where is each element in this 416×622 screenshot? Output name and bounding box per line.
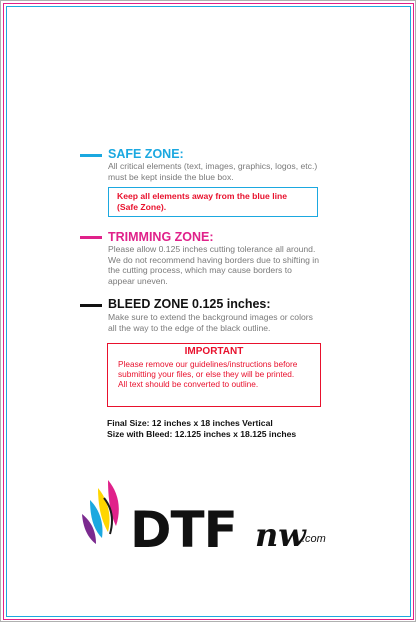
- trimming-zone-line: We do not recommend having borders due to shifting in: [108, 254, 319, 265]
- safe-zone-description: [108, 161, 348, 182]
- size-info: [107, 418, 296, 440]
- bleed-zone-marker: [80, 304, 102, 307]
- safe-box-line: Keep all elements away from the blue line: [117, 191, 288, 201]
- safe-zone-line: All critical elements (text, images, graphics, logos, etc.): [108, 161, 318, 171]
- bleed-zone-line: Make sure to extend the background images or colors: [108, 312, 313, 322]
- logo-nw: nw: [255, 516, 306, 554]
- trimming-zone-line: appear uneven.: [108, 275, 168, 286]
- bleed-zone-line: all the way to the edge of the black outline.: [108, 322, 271, 333]
- important-line: Please remove our guidelines/instructions before: [118, 359, 298, 369]
- important-title: IMPORTANT: [184, 346, 244, 357]
- bleed-zone-title: BLEED ZONE 0.125 inches:: [108, 297, 271, 311]
- safe-zone-line: must be kept inside the blue box.: [108, 171, 234, 182]
- final-size-text: Final Size: 12 inches x 18 inches Vertical: [107, 418, 273, 428]
- trimming-zone-line: Please allow 0.125 inches cutting tolerance all around.: [108, 244, 316, 254]
- trimming-zone-title: TRIMMING ZONE:: [108, 230, 214, 244]
- trimming-zone-description: [108, 244, 358, 286]
- safe-zone-title: SAFE ZONE:: [108, 147, 184, 161]
- important-line: All text should be converted to outline.: [118, 379, 259, 389]
- bleed-zone-description: [108, 312, 358, 333]
- trimming-zone-marker: [80, 236, 102, 239]
- feather-wing-icon: [78, 478, 128, 548]
- important-line: submitting your files, or else they will be printed.: [118, 369, 295, 379]
- logo-com: .com: [302, 533, 326, 545]
- important-notice-box: [107, 343, 321, 407]
- trimming-zone-line: the cutting process, which may cause borders to: [108, 265, 292, 276]
- bleed-size-text: Size with Bleed: 12.125 inches x 18.125 inches: [107, 429, 297, 439]
- logo-dtf: DTF: [130, 501, 237, 559]
- safe-zone-marker: [80, 154, 102, 157]
- safe-zone-notice-box: [108, 187, 318, 217]
- safe-box-line: (Safe Zone).: [117, 201, 167, 212]
